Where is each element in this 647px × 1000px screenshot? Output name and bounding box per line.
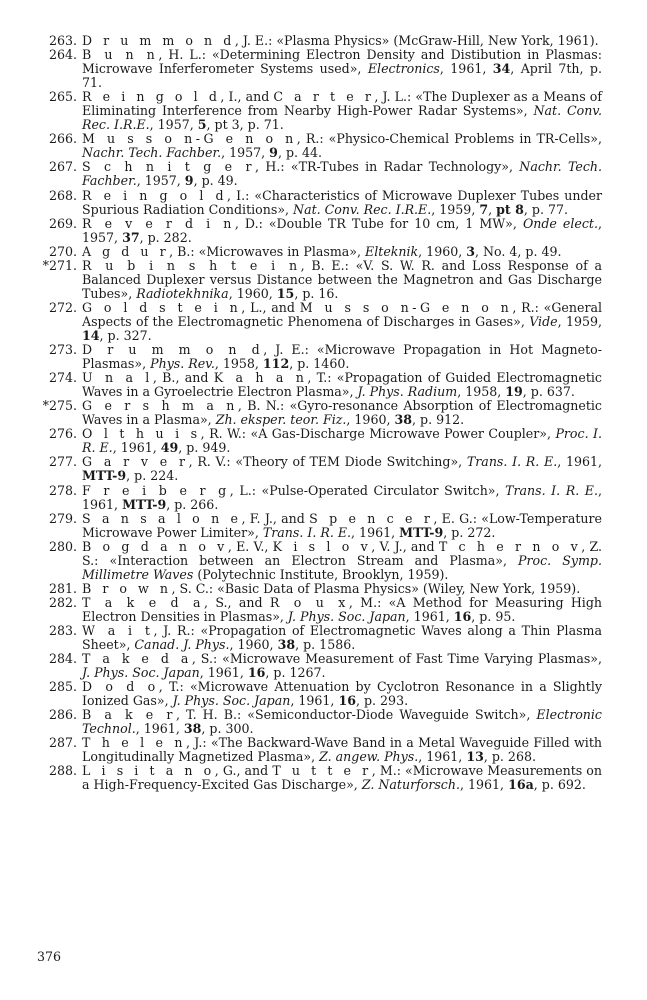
reference-number: 274.: [48, 370, 77, 386]
author-name: O l t h u i s: [82, 426, 201, 442]
reference-body: [82, 484, 602, 512]
reference-number: 279.: [48, 510, 77, 526]
reference-body: [82, 708, 602, 736]
author-name: R e v e r d i n: [82, 215, 235, 231]
reference-number: 273.: [48, 342, 77, 358]
author-name: C a r t e r: [273, 89, 375, 105]
reference-text: , p. 224.: [126, 468, 179, 484]
reference-number: 281.: [48, 580, 77, 596]
reference-body: [82, 596, 602, 624]
volume-number: 15: [276, 285, 295, 301]
reference-text: , p. 912.: [412, 412, 465, 428]
reference-text: , p. 266.: [166, 496, 219, 512]
reference-body: [82, 455, 602, 483]
journal-title: J. Phys. Radium: [357, 384, 458, 400]
reference-number: 266.: [48, 131, 77, 147]
reference-text: , p. 1267.: [265, 665, 326, 681]
reference-number: 269.: [48, 215, 77, 231]
reference-body: [82, 582, 602, 596]
reference-entry: [0, 484, 647, 512]
reference-body: [82, 652, 602, 680]
journal-title: Electronic Technol.: [82, 707, 602, 737]
author-name: L i s i t a n o: [82, 763, 215, 779]
reference-body: [82, 189, 602, 217]
journal-title: J. Phys. Soc. Japan: [172, 693, 291, 709]
reference-text: , B. E.: «V. S. W. R. and Loss Response of a Balanced Duplexer versus Distance between the Magnetron and Gas Discharge Tubes»,: [82, 257, 603, 301]
reference-number: 272.: [48, 299, 77, 315]
reference-text: , M.: «A Method for Measuring High Electron Densities in Plasmas»,: [82, 594, 603, 624]
author-name: W a i t: [82, 622, 154, 638]
page-number: 376: [37, 949, 62, 964]
reference-text: , p. 49.: [193, 173, 238, 189]
reference-entry: [0, 48, 647, 90]
reference-text: , p. 692.: [533, 777, 586, 793]
reference-body: [82, 736, 602, 764]
author-name: A g d u r: [82, 243, 170, 259]
reference-number: *275.: [42, 398, 77, 414]
author-name: R u b i n s h t e i n: [82, 257, 301, 273]
reference-text: (Polytechnic Institute, Brooklyn, 1959).: [193, 566, 449, 582]
journal-title: Elteknik: [365, 243, 419, 259]
volume-number: pt 8: [496, 201, 524, 217]
volume-number: MTT-9: [82, 468, 127, 484]
reference-text: , J. E.: «Plasma Physics» (McGraw-Hill, New York, 1961).: [234, 33, 599, 48]
reference-text: , 1960,: [418, 243, 467, 259]
reference-number: 277.: [48, 454, 77, 470]
reference-text: , April 7th, p. 71.: [82, 61, 602, 91]
reference-text: , p. 77.: [523, 201, 569, 217]
journal-title: Z. angew. Phys.: [319, 749, 419, 765]
author-name: T u t t e r: [272, 763, 372, 779]
reference-text: , p. 300.: [201, 721, 254, 737]
reference-number: 265.: [48, 89, 77, 105]
reference-text: , J. L.: «The Duplexer as a Means of Eliminating Interference from Nearby High-Power Radar Systems»,: [82, 89, 603, 119]
reference-text: , 1958,: [214, 356, 263, 372]
reference-text: , 1957,: [82, 215, 602, 245]
reference-entry: [0, 132, 647, 160]
reference-entry: [0, 371, 647, 399]
volume-number: 5: [197, 117, 207, 133]
volume-number: 9: [184, 173, 194, 189]
journal-title: Radiotekhnika: [136, 285, 229, 301]
volume-number: 38: [277, 637, 296, 653]
author-name: D r u m m o n d: [82, 33, 235, 48]
reference-text: , S., and: [204, 594, 270, 610]
reference-text: , 1961,: [135, 721, 184, 737]
reference-text: , 1957,: [136, 173, 185, 189]
reference-text: , 1961,: [557, 454, 602, 470]
reference-text: , 1961,: [405, 608, 454, 624]
reference-text: , 1961,: [199, 665, 248, 681]
reference-number: 268.: [48, 187, 77, 203]
reference-entry: [0, 736, 647, 764]
volume-number: 19: [505, 384, 523, 400]
reference-entry: [0, 343, 647, 371]
reference-text: , 1960,: [228, 285, 277, 301]
reference-body: [82, 48, 602, 90]
journal-title: Trans. I. R. E.: [466, 454, 558, 470]
reference-text: , S. C.: «Basic Data of Plasma Physics» (Wiley, New York, 1959).: [171, 580, 581, 596]
reference-text: , 1959,: [431, 201, 480, 217]
reference-number: 280.: [48, 538, 77, 554]
volume-number: 16: [453, 608, 472, 624]
reference-entry: [0, 259, 647, 301]
reference-text: , 1961,: [112, 440, 161, 456]
reference-text: , p. 327.: [99, 327, 152, 343]
journal-title: Electronics: [367, 61, 440, 77]
volume-number: 14: [82, 327, 100, 343]
reference-body: [82, 343, 602, 371]
reference-number: 286.: [48, 707, 77, 723]
volume-number: 16a: [508, 777, 534, 793]
reference-text: , I.: «Characteristics of Microwave Duplexer Tubes under Spurious Radiation Conditions»,: [82, 187, 603, 217]
volume-number: 16: [338, 693, 356, 709]
journal-title: Onde elect.: [522, 215, 598, 231]
author-name: R o u x: [269, 594, 349, 610]
reference-text: , 1961,: [290, 693, 339, 709]
reference-text: , 1959,: [557, 313, 603, 329]
reference-number: 276.: [48, 426, 77, 442]
reference-number: 264.: [48, 47, 77, 63]
reference-body: [82, 540, 602, 582]
volume-number: 49: [160, 440, 179, 456]
reference-number: *271.: [42, 257, 77, 273]
author-name: M u s s o n-G e n o n: [299, 299, 513, 315]
reference-text: , Z. S.: «Interaction between an Electron Stream and Plasma»,: [82, 538, 603, 568]
reference-number: 288.: [48, 763, 77, 779]
volume-number: 38: [394, 412, 413, 428]
author-name: D r u m m o n d: [82, 342, 264, 358]
reference-text: , H. L.: «Determining Electron Density and Distibution in Plasmas: Microwave Inferferometer Systems used»,: [82, 47, 603, 77]
volume-number: 16: [247, 665, 266, 681]
volume-number: 38: [183, 721, 202, 737]
journal-title: Trans. I. R. E.: [262, 524, 352, 540]
reference-body: [82, 217, 602, 245]
reference-number: 283.: [48, 622, 77, 638]
reference-text: , p. 1460.: [289, 356, 350, 372]
reference-text: , pt 3, p. 71.: [206, 117, 284, 133]
reference-entry: [0, 624, 647, 652]
journal-title: Phys. Rev.: [150, 356, 215, 372]
journal-title: Nat. Conv. Rec. I.R.E.: [293, 201, 432, 217]
journal-title: Nat. Conv. Rec. I.R.E.: [82, 103, 602, 133]
reference-text: , 1961,: [351, 524, 400, 540]
reference-entry: [0, 708, 647, 736]
volume-number: 34: [492, 61, 511, 77]
volume-number: 13: [466, 749, 484, 765]
reference-body: [82, 245, 602, 259]
reference-text: , D.: «Double TR Tube for 10 cm, 1 MW»,: [234, 215, 523, 231]
reference-list: [0, 34, 647, 793]
reference-text: , 1960,: [229, 637, 278, 653]
reference-text: , J. E.: «Microwave Propagation in Hot Magneto-Plasmas»,: [82, 342, 602, 372]
author-name: T a k e d a: [82, 651, 192, 667]
reference-text: , 1961,: [439, 61, 493, 77]
author-name: G e r s h m a n: [82, 398, 238, 414]
reference-text: , E. G.: «Low-Temperature Microwave Power Limiter»,: [82, 510, 602, 540]
reference-entry: [0, 764, 647, 792]
reference-number: 285.: [48, 679, 77, 695]
reference-text: , S.: «Microwave Measurement of Fast Time Varying Plasmas»,: [191, 651, 603, 667]
reference-body: [82, 624, 602, 652]
reference-text: , R. V.: «Theory of TEM Diode Switching»,: [188, 454, 467, 470]
reference-text: , p. 16.: [294, 285, 339, 301]
reference-text: , 1957,: [221, 145, 270, 161]
author-name: T h e l e n: [82, 735, 186, 751]
volume-number: 3: [466, 243, 476, 259]
reference-body: [82, 301, 602, 343]
reference-text: , p. 272.: [443, 524, 496, 540]
volume-number: 7: [479, 201, 489, 217]
reference-text: , 1960,: [346, 412, 395, 428]
volume-number: MTT-9: [399, 524, 444, 540]
reference-text: , p. 44.: [277, 145, 323, 161]
reference-entry: [0, 245, 647, 259]
reference-entry: [0, 582, 647, 596]
reference-text: , L., and: [241, 299, 300, 315]
reference-entry: [0, 427, 647, 455]
reference-text: , B. N.: «Gyro-resonance Absorption of Electromagnetic Waves in a Plasma»,: [82, 398, 602, 428]
reference-text: , T.: «Microwave Attenuation by Cyclotron Resonance in a Slightly Ionized Gas»,: [82, 679, 602, 709]
reference-entry: [0, 189, 647, 217]
reference-text: , 1961,: [418, 749, 467, 765]
journal-title: J. Phys. Soc. Japan: [82, 665, 200, 681]
reference-entry: [0, 455, 647, 483]
journal-title: Nachr. Tech. Fachber.: [82, 159, 602, 189]
reference-body: [82, 160, 602, 188]
author-name: D o d o: [82, 679, 159, 695]
reference-text: , 1961,: [459, 777, 509, 793]
reference-text: , T. H. B.: «Semiconductor-Diode Waveguide Switch»,: [175, 707, 537, 723]
author-name: B o g d a n o v: [82, 538, 228, 554]
reference-text: , H.: «TR-Tubes in Radar Technology»,: [255, 159, 520, 175]
author-name: K i s l o v: [272, 538, 372, 554]
reference-body: [82, 427, 602, 455]
reference-text: , p. 637.: [522, 384, 575, 400]
reference-text: , F. J., and: [241, 510, 310, 526]
reference-number: 270.: [48, 243, 77, 259]
reference-text: , R. W.: «A Gas-Discharge Microwave Power Coupler»,: [200, 426, 556, 442]
reference-text: , p. 1586.: [295, 637, 356, 653]
reference-entry: [0, 680, 647, 708]
reference-number: 263.: [48, 33, 77, 48]
journal-title: Z. Naturforsch.: [361, 777, 460, 793]
reference-body: [82, 34, 602, 48]
reference-entry: [0, 160, 647, 188]
reference-entry: [0, 301, 647, 343]
journal-title: J. Phys. Soc. Japan: [287, 608, 406, 624]
reference-body: [82, 132, 602, 160]
reference-entry: [0, 399, 647, 427]
reference-number: 287.: [48, 735, 77, 751]
reference-entry: [0, 34, 647, 48]
reference-body: [82, 371, 602, 399]
reference-body: [82, 512, 602, 540]
reference-text: , B.: «Microwaves in Plasma»,: [169, 243, 366, 259]
reference-text: , p. 268.: [483, 749, 536, 765]
reference-body: [82, 680, 602, 708]
reference-entry: [0, 652, 647, 680]
reference-body: [82, 259, 602, 301]
reference-text: , I., and: [220, 89, 274, 105]
reference-entry: [0, 512, 647, 540]
author-name: F r e i b e r g: [82, 482, 230, 498]
reference-body: [82, 90, 602, 132]
reference-text: , M.: «Microwave Measurements on a High-Frequency-Excited Gas Discharge»,: [82, 763, 603, 793]
reference-entry: [0, 596, 647, 624]
author-name: R e i n g o l d: [82, 187, 228, 203]
volume-number: 37: [122, 229, 140, 245]
journal-title: Zh. eksper. teor. Fiz.: [215, 412, 347, 428]
journal-title: Vide: [529, 313, 558, 329]
author-name: G a r v e r: [82, 454, 189, 470]
volume-number: 112: [262, 356, 290, 372]
journal-title: Proc. Symp. Millimetre Waves: [82, 552, 602, 582]
reference-number: 267.: [48, 159, 77, 175]
reference-text: , No. 4, p. 49.: [475, 243, 562, 259]
volume-number: MTT-9: [122, 496, 167, 512]
reference-entry: [0, 540, 647, 582]
reference-text: , J. R.: «Propagation of Electromagnetic Waves along a Thin Plasma Sheet»,: [82, 622, 602, 653]
reference-text: , R.: «Physico-Chemical Problems in TR-Cells»,: [296, 131, 602, 147]
volume-number: 9: [269, 145, 278, 161]
author-name: M u s s o n-G e n o n: [82, 131, 297, 147]
reference-text: , 1957,: [149, 117, 198, 133]
reference-text: , p. 949.: [178, 440, 231, 456]
reference-entry: [0, 90, 647, 132]
author-name: U n a l: [82, 370, 153, 386]
reference-text: , L.: «Pulse-Operated Circulator Switch»,: [229, 482, 506, 498]
reference-number: 278.: [48, 482, 77, 498]
author-name: B r o w n: [82, 580, 172, 596]
author-name: K a h a n: [213, 370, 308, 386]
reference-text: , G., and: [214, 763, 273, 779]
author-name: S c h n i t g e r: [82, 159, 256, 175]
reference-number: 284.: [48, 651, 77, 667]
author-name: R e i n g o l d: [82, 89, 221, 105]
author-name: T a k e d a: [82, 594, 205, 610]
reference-text: , p. 95.: [471, 608, 516, 624]
reference-text: , 1961,: [82, 482, 602, 512]
author-name: B a k e r: [82, 707, 176, 723]
reference-text: , R.: «General Aspects of the Electromagnetic Phenomena of Discharges in Gases»,: [82, 299, 602, 329]
reference-text: , p. 293.: [355, 693, 409, 709]
journal-title: Proc. I. R. E.: [82, 426, 602, 456]
journal-title: Nachr. Tech. Fachber.: [82, 145, 222, 161]
reference-body: [82, 764, 602, 792]
reference-entry: [0, 217, 647, 245]
reference-text: , E. V.,: [227, 538, 273, 554]
reference-body: [82, 399, 602, 427]
reference-text: , T.: «Propagation of Guided Electromagnetic Waves in a Gyroelectrie Electron Plasma»,: [82, 370, 602, 400]
reference-text: , J.: «The Backward-Wave Band in a Metal Waveguide Filled with Longitudinally Magnetized Plasma»,: [82, 735, 602, 765]
author-name: G o l d s t e i n: [82, 299, 242, 315]
journal-title: Trans. I. R. E.: [505, 482, 598, 498]
reference-number: 282.: [48, 594, 77, 610]
reference-text: , p. 282.: [139, 229, 192, 245]
author-name: T c h e r n o v: [438, 538, 582, 554]
reference-text: , B., and: [152, 370, 214, 386]
reference-text: , 1958,: [457, 384, 506, 400]
author-name: S a n s a l o n e: [82, 510, 242, 526]
author-name: S p e n c e r: [309, 510, 434, 526]
author-name: B u n n: [82, 47, 159, 63]
reference-text: ,: [488, 201, 497, 217]
reference-text: , V. J., and: [371, 538, 439, 554]
journal-title: Canad. J. Phys.: [134, 637, 230, 653]
